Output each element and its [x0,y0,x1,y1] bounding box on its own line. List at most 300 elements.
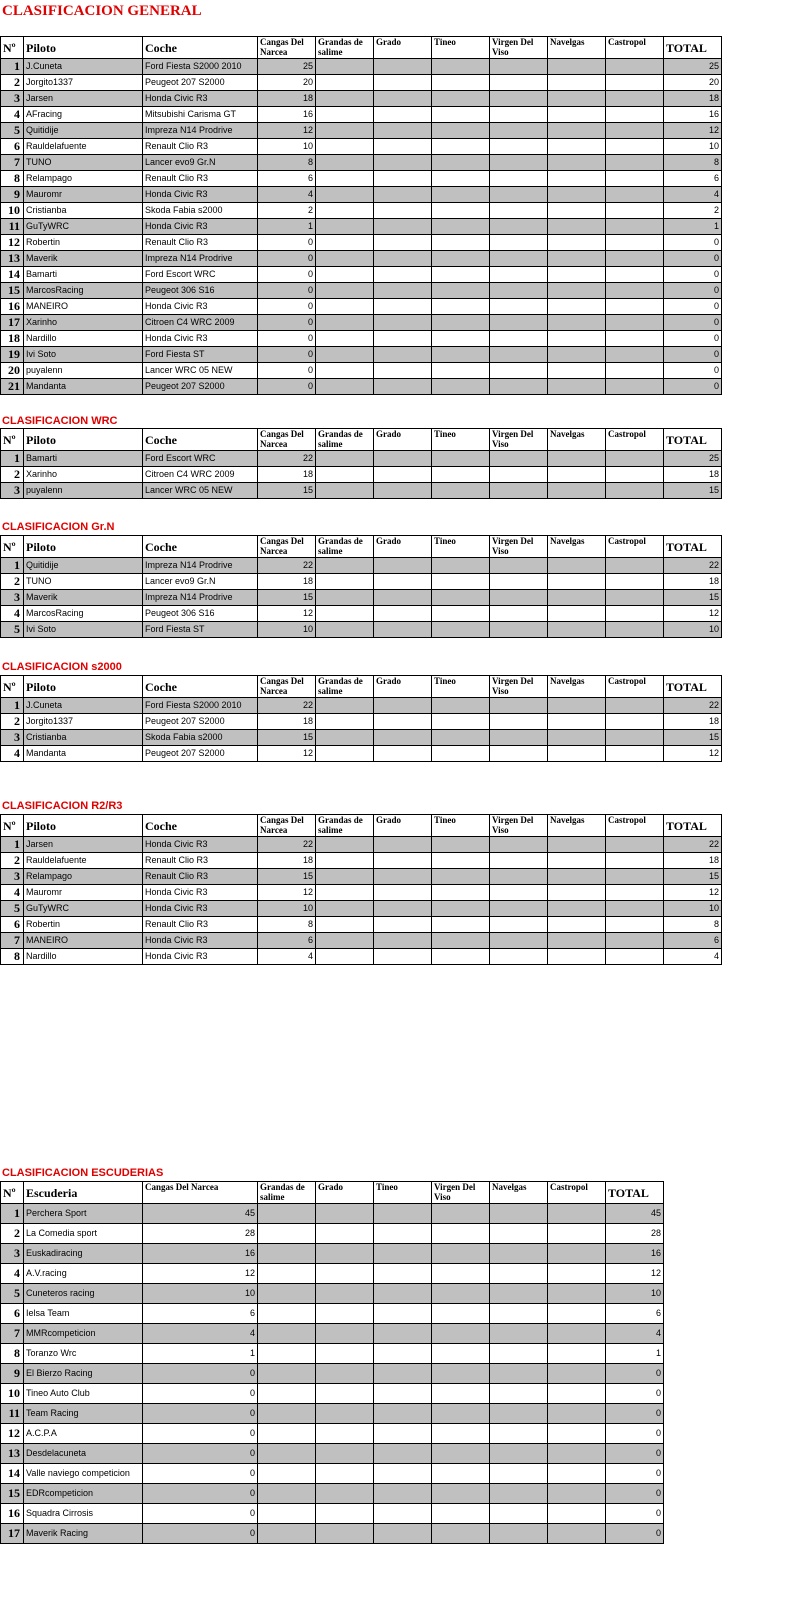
points-cell [548,869,606,885]
points-cell [316,251,374,267]
points-cell: 4 [143,1324,258,1344]
points-cell [374,1384,432,1404]
position-cell: 2 [1,714,24,730]
column-header: Grandas de salime [316,37,374,59]
points-cell [606,251,664,267]
points-cell: 15 [664,869,722,885]
table-row [1,331,722,347]
name-cell: Quitidije [24,123,143,139]
name-cell: Jarsen [24,91,143,107]
name-cell: MarcosRacing [24,606,143,622]
points-cell: 0 [664,267,722,283]
name-cell: MANEIRO [24,933,143,949]
points-cell [316,901,374,917]
name-cell: Squadra Cirrosis [24,1504,143,1524]
points-cell: 0 [258,331,316,347]
points-cell: 18 [664,714,722,730]
column-header: TOTAL [664,429,722,451]
table-row [1,901,722,917]
points-cell [316,1404,374,1424]
points-cell [374,139,432,155]
table-row [1,155,722,171]
points-cell [316,698,374,714]
points-cell [490,331,548,347]
points-cell [490,467,548,483]
points-cell [374,59,432,75]
points-cell: 12 [258,885,316,901]
points-cell [490,622,548,638]
column-header: Nº [1,37,24,59]
points-cell: 6 [664,933,722,949]
points-cell [316,1444,374,1464]
points-cell: 0 [258,267,316,283]
points-cell [548,1364,606,1384]
points-cell [548,1264,606,1284]
points-cell: 10 [258,901,316,917]
points-cell: 28 [143,1224,258,1244]
points-cell [374,1304,432,1324]
points-cell [548,107,606,123]
car-cell: Impreza N14 Prodrive [143,251,258,267]
name-cell: TUNO [24,155,143,171]
points-cell [316,1364,374,1384]
name-cell: Jorgito1337 [24,714,143,730]
column-header: Piloto [24,536,143,558]
points-cell [432,1204,490,1224]
points-cell [374,837,432,853]
points-cell: 28 [606,1224,664,1244]
table-row [1,837,722,853]
name-cell: Ivi Soto [24,347,143,363]
points-cell [548,730,606,746]
points-cell [316,467,374,483]
points-cell [316,1244,374,1264]
table-row [1,347,722,363]
points-cell: 0 [143,1524,258,1544]
points-cell [316,59,374,75]
points-cell [606,139,664,155]
points-cell [432,1504,490,1524]
column-header: Nº [1,676,24,698]
points-cell [432,933,490,949]
points-cell [490,1424,548,1444]
column-header: Piloto [24,429,143,451]
column-header: Castropol [606,429,664,451]
points-cell: 12 [664,606,722,622]
points-cell [548,59,606,75]
table-row [1,1224,664,1244]
name-cell: Tineo Auto Club [24,1384,143,1404]
column-header: Navelgas [548,536,606,558]
points-cell [258,1304,316,1324]
points-cell [316,283,374,299]
points-cell: 0 [606,1444,664,1464]
general-title: CLASIFICACION GENERAL [2,3,202,19]
points-cell [316,171,374,187]
points-cell [432,622,490,638]
car-cell: Peugeot 306 S16 [143,283,258,299]
points-cell: 10 [664,139,722,155]
points-cell: 0 [143,1424,258,1444]
points-cell: 12 [664,746,722,762]
car-cell: Skoda Fabia s2000 [143,730,258,746]
name-cell: Relampago [24,869,143,885]
name-cell: TUNO [24,574,143,590]
points-cell [548,606,606,622]
points-cell [316,933,374,949]
position-cell: 15 [1,283,24,299]
table-row [1,203,722,219]
table-row [1,698,722,714]
points-cell [258,1244,316,1264]
points-cell: 16 [258,107,316,123]
car-cell: Ford Escort WRC [143,451,258,467]
points-cell [606,107,664,123]
table-row [1,251,722,267]
r2r3-title: CLASIFICACION R2/R3 [2,800,123,812]
points-cell [548,123,606,139]
points-cell [374,379,432,395]
column-header: TOTAL [664,536,722,558]
points-cell [432,363,490,379]
car-cell: Peugeot 207 S2000 [143,714,258,730]
points-cell [374,347,432,363]
points-cell [316,869,374,885]
car-cell: Honda Civic R3 [143,331,258,347]
table-row [1,1504,664,1524]
table-row [1,91,722,107]
points-cell [316,1264,374,1284]
points-cell [490,1364,548,1384]
points-cell [490,251,548,267]
points-cell: 0 [258,299,316,315]
points-cell [316,75,374,91]
points-cell: 0 [143,1484,258,1504]
points-cell: 18 [664,467,722,483]
name-cell: MarcosRacing [24,283,143,299]
points-cell [258,1284,316,1304]
table-row [1,123,722,139]
position-cell: 21 [1,379,24,395]
points-cell: 0 [143,1464,258,1484]
position-cell: 16 [1,299,24,315]
column-header: Virgen Del Viso [490,37,548,59]
points-cell [258,1324,316,1344]
points-cell [548,885,606,901]
name-cell: Toranzo Wrc [24,1344,143,1364]
points-cell [432,283,490,299]
table-row [1,917,722,933]
car-cell: Citroen C4 WRC 2009 [143,315,258,331]
points-cell [316,123,374,139]
wrc-table [0,428,722,499]
car-cell: Lancer evo9 Gr.N [143,574,258,590]
position-cell: 17 [1,1524,24,1544]
column-header: Tineo [432,37,490,59]
points-cell [374,451,432,467]
points-cell [490,1404,548,1424]
position-cell: 10 [1,203,24,219]
points-cell [316,1324,374,1344]
name-cell: Maverik Racing [24,1524,143,1544]
points-cell [316,1224,374,1244]
column-header: Grandas de salime [316,429,374,451]
points-cell: 0 [143,1504,258,1524]
points-cell [316,1204,374,1224]
position-cell: 12 [1,235,24,251]
position-cell: 1 [1,698,24,714]
points-cell [316,746,374,762]
points-cell [548,203,606,219]
car-cell: Honda Civic R3 [143,885,258,901]
points-cell [490,1224,548,1244]
points-cell [548,219,606,235]
position-cell: 9 [1,1364,24,1384]
position-cell: 5 [1,622,24,638]
points-cell: 10 [664,901,722,917]
column-header: Cangas Del Narcea [258,676,316,698]
position-cell: 18 [1,331,24,347]
table-row [1,139,722,155]
points-cell [490,483,548,499]
points-cell [548,622,606,638]
points-cell [490,315,548,331]
table-row [1,1324,664,1344]
points-cell [316,219,374,235]
points-cell [606,885,664,901]
column-header: Castropol [606,37,664,59]
table-row [1,1444,664,1464]
points-cell [316,203,374,219]
points-cell [606,219,664,235]
points-cell [432,483,490,499]
points-cell [374,283,432,299]
car-cell: Peugeot 306 S16 [143,606,258,622]
points-cell: 22 [258,698,316,714]
name-cell: Rauldelafuente [24,139,143,155]
points-cell [606,235,664,251]
points-cell [258,1344,316,1364]
points-cell [374,917,432,933]
column-header: Coche [143,676,258,698]
points-cell [432,590,490,606]
points-cell [374,590,432,606]
column-header: Tineo [432,429,490,451]
name-cell: Valle naviego competicion [24,1464,143,1484]
column-header: Tineo [432,536,490,558]
points-cell [548,467,606,483]
points-cell [548,315,606,331]
name-cell: GuTyWRC [24,901,143,917]
points-cell [316,622,374,638]
points-cell [548,698,606,714]
points-cell [606,698,664,714]
points-cell [490,59,548,75]
points-cell: 1 [143,1344,258,1364]
table-row [1,1524,664,1544]
column-header: Grandas de salime [258,1182,316,1204]
name-cell: MMRcompeticion [24,1324,143,1344]
points-cell [548,155,606,171]
points-cell [606,59,664,75]
points-cell [606,299,664,315]
name-cell: GuTyWRC [24,219,143,235]
points-cell [432,379,490,395]
position-cell: 4 [1,107,24,123]
points-cell: 15 [664,590,722,606]
table-row [1,299,722,315]
name-cell: Team Racing [24,1404,143,1424]
points-cell [374,622,432,638]
points-cell [490,606,548,622]
name-cell: J.Cuneta [24,698,143,714]
points-cell [432,331,490,347]
points-cell [490,590,548,606]
points-cell [432,1264,490,1284]
grn-title: CLASIFICACION Gr.N [2,521,115,533]
points-cell [374,869,432,885]
points-cell: 10 [606,1284,664,1304]
points-cell [490,1264,548,1284]
points-cell [490,347,548,363]
column-header: Navelgas [490,1182,548,1204]
points-cell [316,483,374,499]
points-cell: 15 [258,730,316,746]
points-cell [548,75,606,91]
points-cell: 16 [664,107,722,123]
points-cell [490,714,548,730]
car-cell: Mitsubishi Carisma GT [143,107,258,123]
table-row [1,363,722,379]
header-row [1,37,722,59]
car-cell: Peugeot 207 S2000 [143,379,258,395]
points-cell: 4 [258,187,316,203]
column-header: TOTAL [664,37,722,59]
name-cell: A.V.racing [24,1264,143,1284]
points-cell [432,853,490,869]
points-cell [606,331,664,347]
position-cell: 9 [1,187,24,203]
column-header: Grado [374,429,432,451]
position-cell: 1 [1,451,24,467]
points-cell: 10 [258,139,316,155]
column-header: Grado [374,815,432,837]
points-cell [374,315,432,331]
points-cell [432,155,490,171]
points-cell: 22 [258,558,316,574]
table-row [1,606,722,622]
points-cell [548,347,606,363]
table-row [1,451,722,467]
points-cell [606,283,664,299]
grn-table [0,535,722,638]
points-cell [548,917,606,933]
points-cell [432,123,490,139]
points-cell [490,171,548,187]
points-cell [374,949,432,965]
table-row [1,59,722,75]
points-cell: 15 [258,590,316,606]
column-header: Tineo [432,676,490,698]
points-cell [606,574,664,590]
points-cell [548,746,606,762]
column-header: Cangas Del Narcea [143,1182,258,1204]
points-cell [316,315,374,331]
points-cell [548,901,606,917]
points-cell [548,91,606,107]
column-header: TOTAL [664,676,722,698]
car-cell: Honda Civic R3 [143,949,258,965]
position-cell: 13 [1,1444,24,1464]
points-cell [490,1244,548,1264]
points-cell [490,155,548,171]
points-cell [316,1344,374,1364]
name-cell: A.C.P.A [24,1424,143,1444]
position-cell: 5 [1,1284,24,1304]
points-cell: 1 [606,1344,664,1364]
points-cell: 8 [664,155,722,171]
position-cell: 10 [1,1384,24,1404]
table-row [1,1244,664,1264]
position-cell: 3 [1,590,24,606]
s2000-title: CLASIFICACION s2000 [2,661,122,673]
column-header: Coche [143,429,258,451]
points-cell [490,698,548,714]
points-cell: 1 [664,219,722,235]
points-cell [490,123,548,139]
position-cell: 12 [1,1424,24,1444]
table-row [1,315,722,331]
points-cell [548,331,606,347]
position-cell: 1 [1,558,24,574]
column-header: Navelgas [548,815,606,837]
points-cell [490,558,548,574]
points-cell [606,75,664,91]
points-cell [490,75,548,91]
points-cell: 15 [664,730,722,746]
points-cell [548,1524,606,1544]
table-row [1,1424,664,1444]
points-cell [432,917,490,933]
points-cell [316,451,374,467]
position-cell: 6 [1,139,24,155]
position-cell: 2 [1,574,24,590]
name-cell: AFracing [24,107,143,123]
points-cell: 10 [258,622,316,638]
points-cell [490,746,548,762]
points-cell [316,574,374,590]
points-cell [490,219,548,235]
points-cell [432,139,490,155]
points-cell [316,379,374,395]
points-cell: 0 [258,363,316,379]
points-cell [490,1324,548,1344]
points-cell [432,187,490,203]
points-cell [490,107,548,123]
table-row [1,107,722,123]
points-cell [548,283,606,299]
points-cell [258,1504,316,1524]
name-cell: Euskadiracing [24,1244,143,1264]
header-row [1,815,722,837]
points-cell: 18 [258,574,316,590]
points-cell: 20 [258,75,316,91]
points-cell: 18 [258,91,316,107]
points-cell: 10 [143,1284,258,1304]
points-cell [432,1384,490,1404]
car-cell: Ford Fiesta S2000 2010 [143,698,258,714]
points-cell: 0 [606,1464,664,1484]
